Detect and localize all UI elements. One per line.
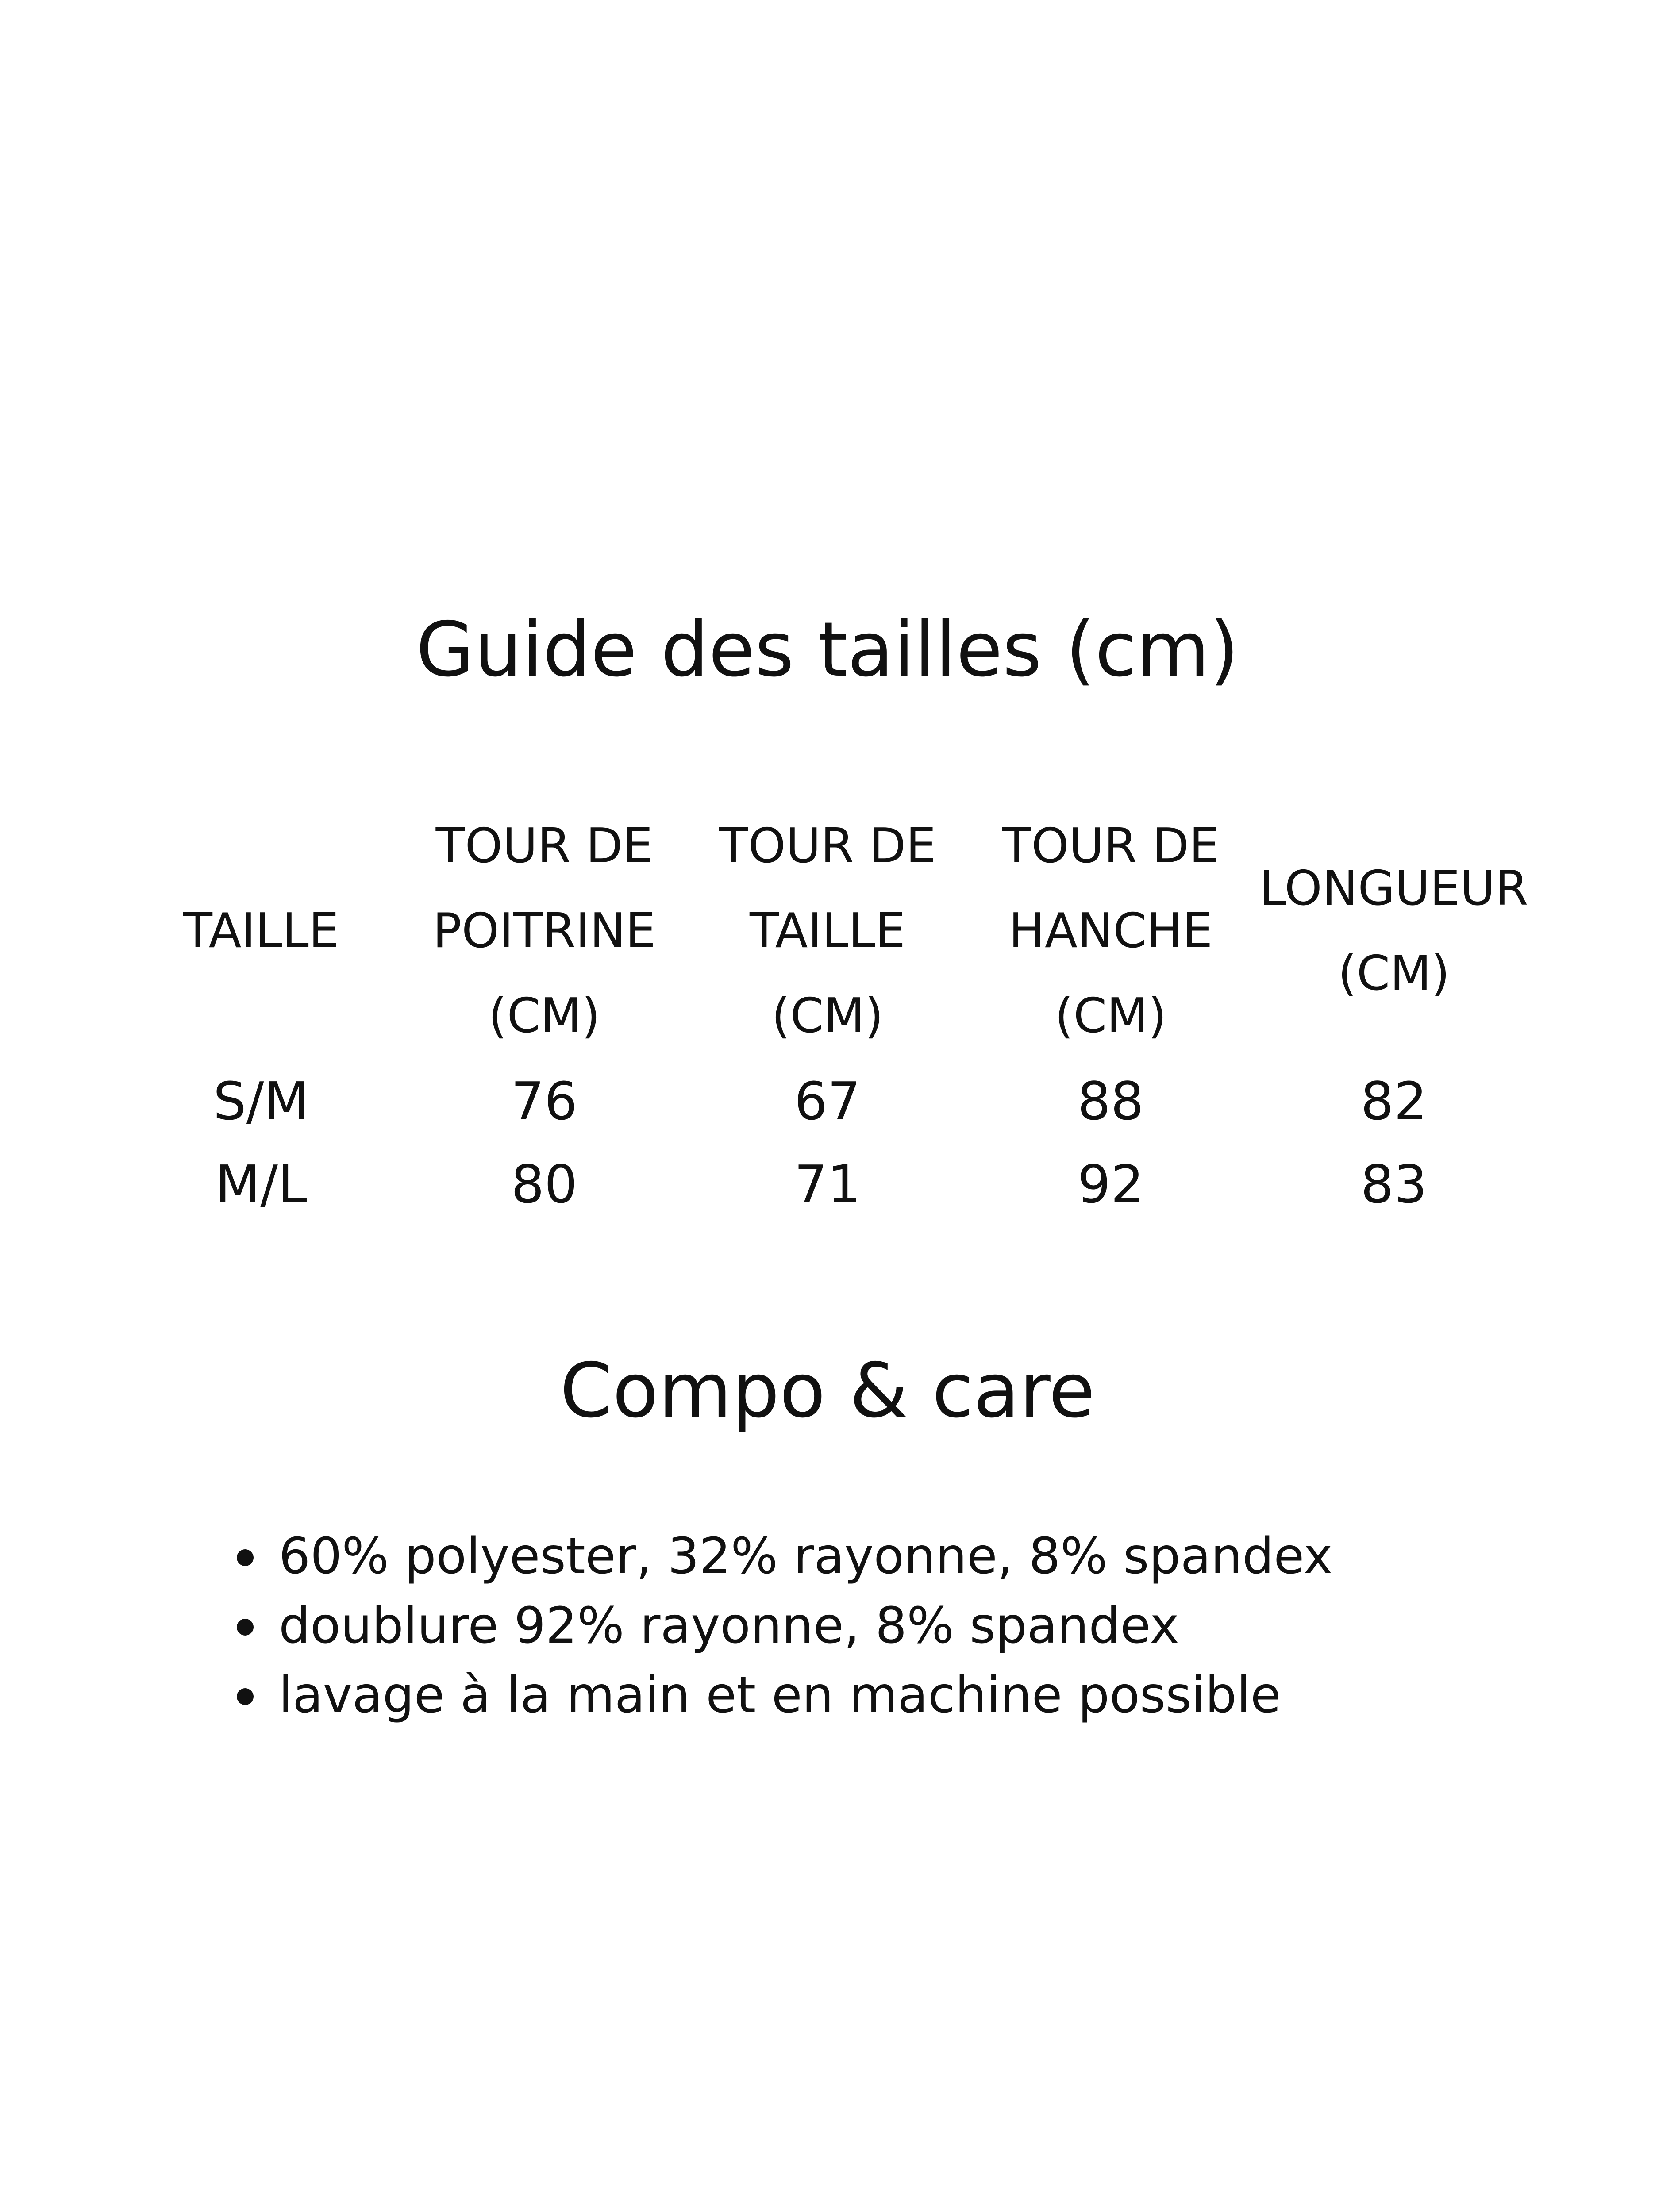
size-table (119, 803, 1536, 1226)
list-item: doublure 92% rayonne, 8% spandex (279, 1591, 1333, 1661)
table-header-row (119, 803, 1536, 1060)
cell-taille: 67 (794, 1071, 861, 1132)
cell-longueur: 83 (1360, 1154, 1428, 1215)
size-guide-title: Guide des tailles (cm) (416, 606, 1239, 694)
list-item: lavage à la main et en machine possible (279, 1661, 1333, 1730)
cell-taille: 71 (794, 1154, 861, 1215)
header-tour-de-taille: TOUR DE TAILLE (CM) (719, 818, 936, 1044)
cell-longueur: 82 (1360, 1071, 1428, 1132)
cell-size: S/M (213, 1071, 309, 1132)
cell-poitrine: 76 (511, 1071, 578, 1132)
header-taille: TAILLE (183, 903, 339, 959)
cell-hanche: 88 (1077, 1071, 1144, 1132)
care-title: Compo & care (560, 1347, 1095, 1435)
header-tour-de-poitrine: TOUR DE POITRINE (CM) (433, 818, 656, 1044)
table-row (119, 1060, 1536, 1143)
header-longueur: LONGUEUR (CM) (1259, 861, 1528, 1001)
list-item: 60% polyester, 32% rayonne, 8% spandex (279, 1522, 1333, 1591)
cell-size: M/L (215, 1154, 307, 1215)
cell-hanche: 92 (1077, 1154, 1144, 1215)
header-tour-de-hanche: TOUR DE HANCHE (CM) (1002, 818, 1220, 1044)
care-list (279, 1522, 1333, 1730)
cell-poitrine: 80 (511, 1154, 578, 1215)
table-row (119, 1143, 1536, 1226)
